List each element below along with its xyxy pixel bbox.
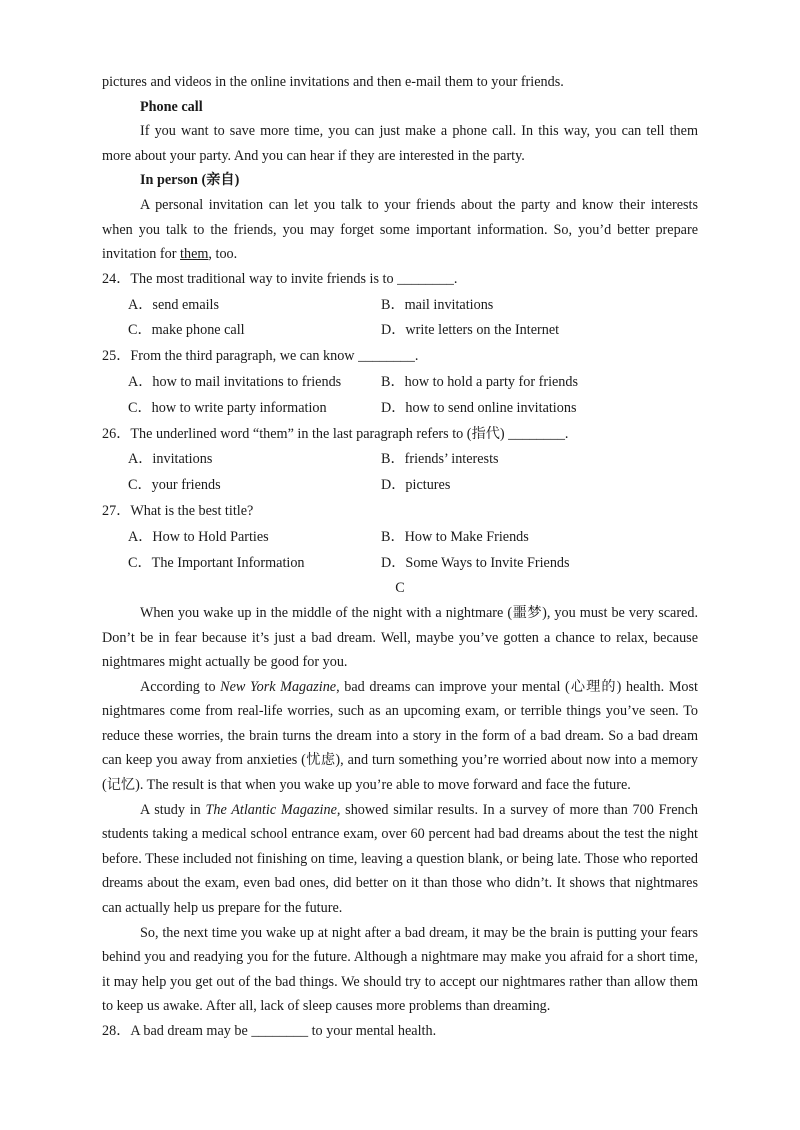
magazine-title: The Atlantic Magazine (205, 801, 337, 818)
in-person-heading: In person (亲自) (140, 172, 240, 189)
option-b: B．mail invitations (381, 296, 494, 313)
option-b: B．friends’ interests (381, 451, 499, 468)
passage-b-intro-tail: pictures and videos in the online invitations and then e-mail them to your friends. (102, 74, 564, 90)
question-27 (102, 499, 698, 576)
options-row (102, 318, 698, 344)
question-stem: 26．The underlined word “them” in the last paragraph refers to (指代) ________. (102, 425, 569, 442)
passage-c-paragraph-2 (102, 675, 698, 798)
option-b: B．how to hold a party for friends (381, 373, 579, 390)
passage-c-paragraph-3 (102, 798, 698, 921)
option-d: D．how to send online invitations (381, 399, 577, 416)
option-b: B．How to Make Friends (381, 528, 529, 545)
in-person-text-a: A personal invitation can let you talk to your friends about the party and know their interests when you talk to the friends, you may forget some important information. So, you’d better prepare invitation for (102, 196, 698, 263)
option-a: A．How to Hold Parties (128, 528, 269, 545)
options-row (102, 293, 698, 319)
option-d: D．Some Ways to Invite Friends (381, 554, 570, 571)
document-page (102, 70, 698, 1045)
question-stem: 24．The most traditional way to invite friends is to ________. (102, 270, 458, 287)
options-row (102, 525, 698, 551)
paragraph-3-body: , showed similar results. In a survey of more than 700 French students taking a medical school entrance exam, over 60 percent had bad dreams about the test the night before. These included not finishing on time, leaving a question blank, or being late. Those who reported dreams about the exam, even bad ones, did better on it than those who didn’t. It shows that nightmares can actually help us prepare for the future. (102, 801, 698, 917)
option-c: C．how to write party information (128, 399, 327, 416)
phone-call-paragraph: If you want to save more time, you can just make a phone call. In this way, you can tell them more about your party. And you can hear if they are interested in the party. (102, 123, 698, 164)
options-row (102, 396, 698, 422)
passage-c-paragraph-4: So, the next time you wake up at night after a bad dream, it may be the brain is putting your fears behind you and readying you for the future. Although a nightmare may make you afraid for a short time, it may help you get out of the bad things. We should try to accept our nightmares rather than allow them to keep us awake. After all, lack of sleep causes more problems than dreaming. (102, 924, 698, 1015)
magazine-title: New York Magazine (220, 678, 337, 695)
options-row (102, 370, 698, 396)
option-a: A．how to mail invitations to friends (128, 373, 342, 390)
in-person-text-b: , too. (208, 246, 238, 263)
underlined-word-them: them (180, 246, 209, 263)
options-row (102, 551, 698, 577)
options-row (102, 473, 698, 499)
question-stem: 25．From the third paragraph, we can know ________. (102, 348, 419, 365)
question-28-stem: 28．A bad dream may be ________ to your mental health. (102, 1023, 437, 1039)
question-24 (102, 267, 698, 344)
passage-c-label: C (395, 580, 405, 597)
paragraph-2-body: , bad dreams can improve your mental (心理的) health. Most nightmares come from real-life worries, such as an upcoming exam, or terrible things you’ve seen. To reduce these worries, the brain turns the dream into a story in the form of a bad dream. So a bad dream can keep you away from anxieties (忧虑), and turn something you’re worried about now into a memory (记忆). The result is that when you wake up you’re able to move forward and face the future. (102, 678, 698, 794)
paragraph-3-lead: A study in (140, 801, 206, 818)
question-25 (102, 344, 698, 421)
option-c: C．The Important Information (128, 554, 305, 571)
options-row (102, 447, 698, 473)
option-a: A．send emails (128, 296, 220, 313)
paragraph-2-lead: According to (140, 678, 221, 695)
passage-c-paragraph-1: When you wake up in the middle of the night with a nightmare (噩梦), you must be very scared. Don’t be in fear because it’s just a bad dream. Well, maybe you’ve gotten a chance to relax, because nightmares might actually be good for you. (102, 604, 698, 671)
question-26 (102, 422, 698, 499)
option-c: C．make phone call (128, 322, 245, 339)
question-stem: 27．What is the best title? (102, 502, 254, 519)
option-a: A．invitations (128, 451, 213, 468)
option-d: D．pictures (381, 477, 451, 494)
in-person-paragraph (102, 193, 698, 267)
option-d: D．write letters on the Internet (381, 322, 560, 339)
phone-call-heading: Phone call (140, 98, 203, 115)
option-c: C．your friends (128, 477, 221, 494)
